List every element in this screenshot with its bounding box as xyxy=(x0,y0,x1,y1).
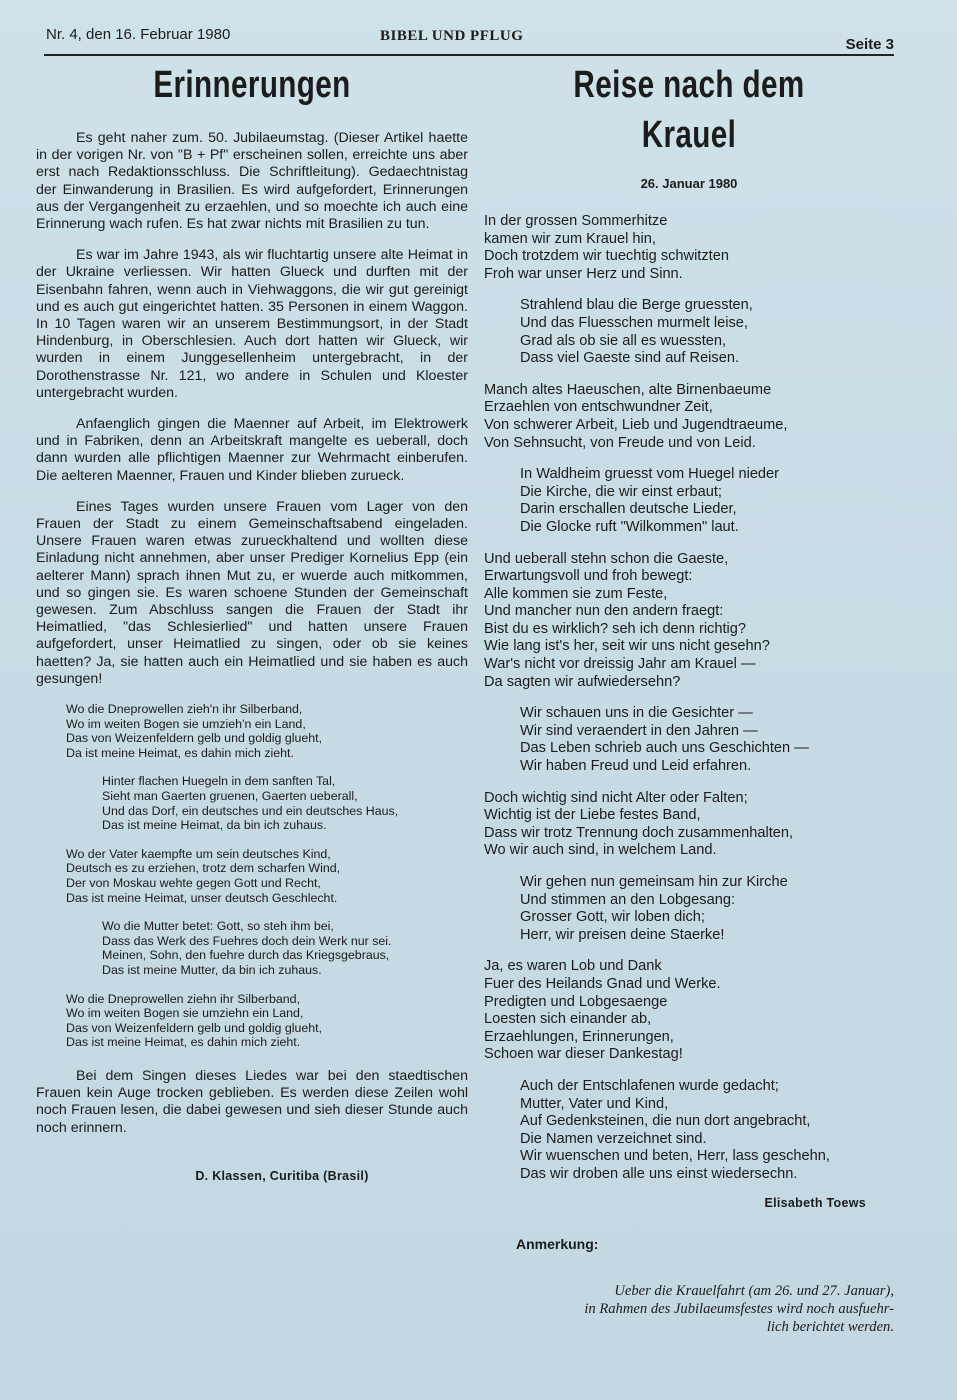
stanza-line: Wir wuenschen und beten, Herr, lass geschehn, xyxy=(520,1148,830,1165)
stanza-line: Wichtig ist der Liebe festes Band, xyxy=(484,807,701,824)
stanza-line: War's nicht vor dreissig Jahr am Krauel — xyxy=(484,656,756,673)
verse-line: Das von Weizenfeldern gelb und goldig glueht, xyxy=(66,1020,323,1035)
stanza-line: Grad als ob sie all es wuessten, xyxy=(520,332,727,349)
stanza-line: Fuer des Heilands Gnad und Werke. xyxy=(484,975,721,992)
paragraph: Es war im Jahre 1943, als wir fluchtartig unsere alte Heimat in der Ukraine verliessen. Wir hatten Glueck und durften mit der Eisenbahn fahren, wenn auch in Viehwaggons, die wir gut gereinigt und es auch gut eingerichtet hatten. 35 Personen in einem Waggon. In 10 Tagen waren wir an unserem Bestimmungsort, in der Stadt Hindenburg, in Oberschlesien. Auch dort hatten wir Glueck, wir wurden in einem Junggesellenheim untergebracht, in der Dorothenstrasse Nr. 121, wo andere in Schulen und Kloester untergebracht wurden. xyxy=(36,247,468,401)
verse-line: Deutsch es zu erziehen, trotz dem scharfen Wind, xyxy=(66,861,341,876)
stanza-line: Manch altes Haeuschen, alte Birnenbaeume xyxy=(484,381,772,398)
author-signature: Elisabeth Toews xyxy=(764,1195,866,1210)
verse-line: Wo die Mutter betet: Gott, so steh ihm bei, xyxy=(102,919,334,934)
article-title: Erinnerungen xyxy=(153,64,351,106)
paragraph: Bei dem Singen dieses Liedes war bei den staedtischen Frauen kein Auge trocken geblieben. Es werden diese Zeilen wohl noch Frauen lesen, die dabei gewesen und sieh dieser Stunde auch noch erinnern. xyxy=(36,1067,468,1136)
note-line: Ueber die Krauelfahrt (am 26. und 27. Januar), xyxy=(614,1282,894,1299)
stanza-line: Bist du es wirklich? seh ich denn richtig? xyxy=(484,620,747,637)
verse-line: Wo im weiten Bogen sie umzieh'n ein Land, xyxy=(66,716,306,731)
stanza-line: Herr, wir preisen deine Staerke! xyxy=(520,926,725,943)
stanza-line: Das Leben schrieb auch uns Geschichten — xyxy=(520,740,809,757)
verse-line: Dass das Werk des Fuehres doch dein Werk nur sei. xyxy=(102,933,392,948)
stanza-line: Die Glocke ruft "Wilkommen" laut. xyxy=(520,518,739,535)
verse-line: Da ist meine Heimat, es dahin mich zieht. xyxy=(66,745,294,760)
verse-line: Hinter flachen Huegeln in dem sanften Tal, xyxy=(102,774,336,789)
poem-stanza xyxy=(484,1078,894,1184)
poem xyxy=(484,213,894,1184)
stanza-line: Mutter, Vater und Kind, xyxy=(520,1095,669,1112)
song-verse xyxy=(36,702,468,760)
stanza-line: Darin erschallen deutsche Lieder, xyxy=(520,501,737,518)
verse-line: Das von Weizenfeldern gelb und goldig glueht, xyxy=(66,731,323,746)
stanza-line: kamen wir zum Krauel hin, xyxy=(484,230,656,247)
note-line: in Rahmen des Jubilaeumsfestes wird noch ausfuehr- xyxy=(584,1300,894,1317)
song-verse xyxy=(36,774,468,832)
stanza-line: Strahlend blau die Berge gruessten, xyxy=(520,297,753,314)
song-verse xyxy=(36,992,468,1050)
verse-line: Sieht man Gaerten gruenen, Gaerten ueberall, xyxy=(102,789,358,804)
poem-stanza xyxy=(484,790,894,860)
poem-stanza xyxy=(484,551,894,692)
stanza-line: Von schwerer Arbeit, Lieb und Jugendtraeume, xyxy=(484,416,788,433)
stanza-line: Und stimmen an den Lobgesang: xyxy=(520,891,735,908)
stanza-line: In Waldheim gruesst vom Huegel nieder xyxy=(520,466,780,483)
stanza-line: Alle kommen sie zum Feste, xyxy=(484,585,668,602)
paragraph: Anfaenglich gingen die Maenner auf Arbeit, im Elektrowerk und in Fabriken, denn an Arbeitskraft mangelte es ueberall, doch dann wurden alle pflichtigen Maenner zur Wehrmacht einberufen. Die aelteren Maenner, Frauen und Kinder blieben zurueck. xyxy=(36,416,468,484)
poem-stanza xyxy=(484,213,894,283)
note-heading: Anmerkung: xyxy=(516,1235,599,1252)
verse-line: Das ist meine Heimat, es dahin mich zieht. xyxy=(66,1035,301,1050)
article-title: Reise nach dem Krauel xyxy=(573,64,805,156)
paragraph: Eines Tages wurden unsere Frauen vom Lager von den Frauen der Stadt zu einem Gemeinschaftsabend eingeladen. Unsere Frauen waren etwas zurueckhaltend und wollten diese Einladung nicht annehmen, aber unser Prediger Kornelius Epp (ein aelterer Mann) sprach ihnen Mut zu, er wuerde auch mitkommen, und so gingen sie. Es waren schoene Stunden der Gemeinschaft gewesen. Zum Abschluss sangen die Frauen der Stadt ihr Heimatlied, "das Schlesierlied" und hatten unsere Frauen aufgefordert, unser Heimatlied zu singen, oder ob sie keines haetten? Ja, sie hatten auch ein Heimatlied und sie haben es auch gesungen! xyxy=(36,498,468,687)
stanza-line: Wir haben Freud und Leid erfahren. xyxy=(520,758,752,775)
page-header xyxy=(44,22,894,58)
stanza-line: Wir sind veraendert in den Jahren — xyxy=(520,722,758,739)
song-verse xyxy=(36,847,468,905)
stanza-line: Das wir droben alle uns einst wiedersechn. xyxy=(520,1165,798,1182)
stanza-line: Grosser Gott, wir loben dich; xyxy=(520,909,705,926)
page-number: Seite 3 xyxy=(845,36,894,53)
stanza-line: Wir gehen nun gemeinsam hin zur Kirche xyxy=(520,874,788,890)
note-line: lich berichtet werden. xyxy=(766,1318,894,1335)
poem-stanza xyxy=(484,297,894,367)
verse-line: Wo der Vater kaempfte um sein deutsches Kind, xyxy=(66,846,331,861)
stanza-line: Die Namen verzeichnet sind. xyxy=(520,1130,707,1147)
stanza-line: Doch wichtig sind nicht Alter oder Falten; xyxy=(484,789,748,806)
header-rule xyxy=(44,54,894,56)
song-verse xyxy=(36,919,468,977)
stanza-line: Ja, es waren Lob und Dank xyxy=(484,958,662,975)
stanza-line: Da sagten wir aufwiedersehn? xyxy=(484,673,681,690)
poem-stanza xyxy=(484,705,894,775)
stanza-line: Und ueberall stehn schon die Gaeste, xyxy=(484,550,729,567)
stanza-line: Von Sehnsucht, von Freude und von Leid. xyxy=(484,434,756,451)
author-signature: D. Klassen, Curitiba (Brasil) xyxy=(195,1168,369,1183)
verse-line: Wo im weiten Bogen sie umziehn ein Land, xyxy=(66,1006,304,1021)
verse-line: Der von Moskau wehte gegen Gott und Recht, xyxy=(66,876,321,891)
stanza-line: Erwartungsvoll und froh bewegt: xyxy=(484,568,693,585)
stanza-line: Erzaehlen von entschwundner Zeit, xyxy=(484,399,713,416)
verse-line: Das ist meine Heimat, unser deutsch Geschlecht. xyxy=(66,890,338,905)
verse-line: Wo die Dneprowellen ziehn ihr Silberband, xyxy=(66,991,300,1006)
poem-stanza xyxy=(484,466,894,536)
stanza-line: Dass viel Gaeste sind auf Reisen. xyxy=(520,350,740,367)
stanza-line: Schoen war dieser Dankestag! xyxy=(484,1046,683,1063)
stanza-line: Die Kirche, die wir einst erbaut; xyxy=(520,483,722,500)
stanza-line: Wir schauen uns in die Gesichter — xyxy=(520,705,753,722)
stanza-line: Auch der Entschlafenen wurde gedacht; xyxy=(520,1077,779,1094)
stanza-line: Erzaehlungen, Erinnerungen, xyxy=(484,1028,674,1045)
paper-name: BIBEL UND PFLUG xyxy=(380,28,524,44)
poem-stanza xyxy=(484,874,894,944)
note-body xyxy=(484,1282,894,1336)
stanza-line: Wie lang ist's her, seit wir uns nicht gesehn? xyxy=(484,638,770,655)
stanza-line: Auf Gedenksteinen, die nun dort angebracht, xyxy=(520,1113,811,1130)
stanza-line: In der grossen Sommerhitze xyxy=(484,213,668,229)
stanza-line: Und mancher nun den andern fraegt: xyxy=(484,603,724,620)
article-erinnerungen xyxy=(36,60,468,1185)
poem-stanza xyxy=(484,382,894,452)
paragraph: Es geht naher zum. 50. Jubilaeumstag. (Dieser Artikel haette in der vorigen Nr. von "B + Pf" erscheinen sollen, erreichte uns aber erst nach Redaktionsschluss. Die Schriftleitung). Gedaechtnistag der Einwanderung in Brasilien. Es wird aufgefordert, Erinnerungen aus der Vergangenheit zu erzaehlen, und so moechte ich auch eine Erinnerung wach rufen. Es hat zwar nichts mit Brasilien zu tun. xyxy=(36,130,468,233)
stanza-line: Wo wir auch sind, in welchem Land. xyxy=(484,842,717,859)
stanza-line: Loesten sich einander ab, xyxy=(484,1011,652,1028)
stanza-line: Predigten und Lobgesaenge xyxy=(484,993,668,1010)
stanza-line: Froh war unser Herz und Sinn. xyxy=(484,265,683,282)
verse-line: Und das Dorf, ein deutsches und ein deutsches Haus, xyxy=(102,803,399,818)
stanza-line: Dass wir trotz Trennung doch zusammenhalten, xyxy=(484,824,794,841)
verse-line: Meinen, Sohn, den fuehre durch das Kriegsgebraus, xyxy=(102,948,390,963)
verse-line: Wo die Dneprowellen zieh'n ihr Silberband, xyxy=(66,702,303,717)
article-date: 26. Januar 1980 xyxy=(640,176,738,191)
verse-line: Das ist meine Heimat, da bin ich zuhaus. xyxy=(102,818,327,833)
verse-line: Das ist meine Mutter, da bin ich zuhaus. xyxy=(102,963,322,977)
heimatlied xyxy=(36,702,468,1050)
article-reise xyxy=(484,60,894,1336)
poem-stanza xyxy=(484,958,894,1064)
stanza-line: Und das Fluesschen murmelt leise, xyxy=(520,314,748,331)
issue-date: Nr. 4, den 16. Februar 1980 xyxy=(46,26,231,43)
stanza-line: Doch trotzdem wir tuechtig schwitzten xyxy=(484,248,729,265)
